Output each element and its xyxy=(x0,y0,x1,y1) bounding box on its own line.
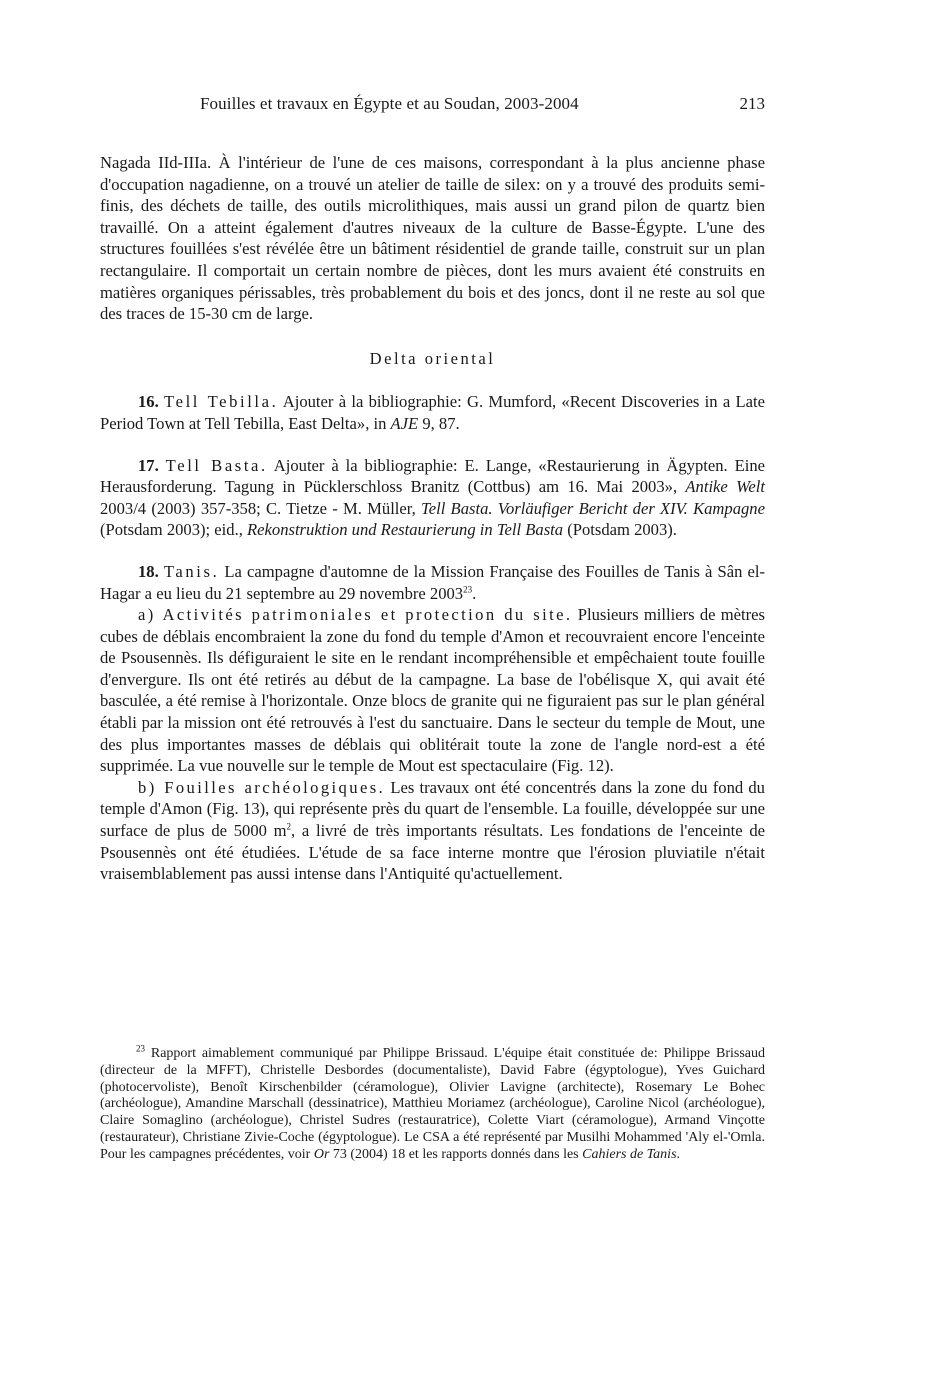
entry-text: Ajouter à la bibliographie: E. Lange, «Restaurierung in Ägypten. Eine Herausforderung. Tagung in Pücklerschloss Branitz (Cottbus) am 16. Mai 2003», xyxy=(100,455,765,497)
entry-text: , a livré de très importants résultats. Les fondations de l'enceinte de Psousennès ont été étudiées. L'étude de sa face interne montre que l'érosion pluviatile n'était vraisemblablement pas aussi intense dans l'Antiquité qu'actuellement. xyxy=(100,821,765,884)
footnote-number: 23 xyxy=(136,1043,145,1054)
entry-number: 17. xyxy=(138,455,159,475)
entry-16 xyxy=(100,391,765,434)
entry-18-a xyxy=(100,604,765,777)
entry-text: (Potsdam 2003); eid., xyxy=(100,520,248,540)
series-title: Cahiers de Tanis xyxy=(582,1146,677,1162)
entry-17 xyxy=(100,455,765,541)
footnote-text: 73 (2004) 18 et les rapports donnés dans les xyxy=(329,1146,583,1162)
entry-text: 2003/4 (2003) 357-358; C. Tietze - M. Müller, xyxy=(100,498,422,518)
entry-text: . xyxy=(472,583,477,603)
entry-text: (Potsdam 2003). xyxy=(563,520,677,540)
footnote-text: . xyxy=(676,1146,681,1162)
superscript: 2 xyxy=(286,821,292,832)
journal-title: AJE xyxy=(390,413,419,433)
journal-title: Antike Welt xyxy=(685,477,765,497)
entry-text: Plusieurs milliers de mètres cubes de déblais encombraient la zone du fond du temple d'Amon et recouvraient encore l'enceinte de Psousennès. Ils défiguraient le site en le rendant incompréhensible et empêchaient toute fouille d'envergure. Ils ont été retirés au début de la campagne. La base de l'obélisque X, qui avait été basculée, a été remise à l'horizontale. Onze blocs de granite qui ne figuraient pas sur le plan général établi par la mission ont été retrouvés à l'est du sanctuaire. Dans le secteur du temple de Mout, une des plus importantes masses de déblais qui oblitérait toute la zone de l'angle nord-est a été supprimée. La vue nouvelle sur le temple de Mout est spectaculaire (Fig. 12). xyxy=(100,605,765,776)
entry-text: Les travaux ont été concentrés dans la zone du fond du temple d'Amon (Fig. 13), qui représente près du quart de l'ensemble. La fouille, développée sur une surface de plus de 5000 m xyxy=(100,777,765,841)
section-heading: Delta oriental xyxy=(369,348,496,368)
footnotes xyxy=(100,1043,765,1164)
entry-text: La campagne d'automne de la Mission Française des Fouilles de Tanis à Sân el-Hagar a eu lieu du 21 septembre au 29 novembre 2003 xyxy=(100,561,765,603)
site-name: Tell Basta. xyxy=(165,455,268,475)
journal-title: Or xyxy=(313,1146,330,1162)
page-number: 213 xyxy=(739,94,765,113)
entry-text: 9, 87. xyxy=(418,413,460,433)
site-name: Tanis. xyxy=(163,561,220,581)
footnote-23 xyxy=(100,1043,765,1164)
entry-text: Ajouter à la bibliographie: G. Mumford, «Recent Discoveries in a Late Period Town at Tell Tebilla, East Delta», in xyxy=(100,392,765,433)
footnote-ref: 23 xyxy=(463,583,473,594)
running-header xyxy=(100,94,765,118)
entry-18 xyxy=(100,561,765,604)
site-name: Tell Tebilla. xyxy=(164,392,279,412)
book-title: Tell Basta. Vorläufiger Bericht der XIV. Kampagne xyxy=(421,498,765,518)
subsection-label: a) Activités patrimoniales et protection du site. xyxy=(138,605,573,625)
subsection-label: b) Fouilles archéologiques. xyxy=(138,777,386,797)
entry-18-b xyxy=(100,777,765,885)
main-text xyxy=(100,152,765,885)
entry-number: 18. xyxy=(138,561,159,581)
paragraph-intro: Nagada IId-IIIa. À l'intérieur de l'une de ces maisons, correspondant à la plus ancienne phase d'occupation nagadienne, on a trouvé un atelier de taille de silex: on y a trouvé des produits semi-finis, des déchets de taille, des outils microlithiques, mais aussi un grand pilon de quartz bien travaillé. On a atteint également d'autres niveaux de la culture de Basse-Égypte. L'une des structures fouillées s'est révélée être un bâtiment résidentiel de grande taille, construit sur un plan rectangulaire. Il comportait un certain nombre de pièces, dont les murs avaient été construits en matières organiques périssables, très probablement du bois et des joncs, dont il ne reste au sol que des traces de 15-30 cm de large. xyxy=(100,153,765,324)
running-title: Fouilles et travaux en Égypte et au Soudan, 2003-2004 xyxy=(200,94,579,113)
entry-number: 16. xyxy=(138,392,159,412)
book-title: Rekonstruktion und Restaurierung in Tell Basta xyxy=(247,520,564,540)
footnote-text: Rapport aimablement communiqué par Philippe Brissaud. L'équipe était constituée de: Philippe Brissaud (directeur de la MFFT), Christelle Desbordes (documentaliste), David Fabre (égyptologue), Yves Guichard (photocervoliste), Benoît Kirschenbilder (céramologue), Olivier Lavigne (architecte), Rosemary Le Bohec (archéologue), Amandine Marschall (dessinatrice), Matthieu Moriamez (archéologue), Caroline Nicol (archéologue), Claire Somaglino (archéologue), Christel Sudres (restauratrice), Colette Viart (céramologue), Armand Vinçotte (restaurateur), Christiane Zivie-Coche (égyptologue). Le CSA a été représenté par Musilhi Mohammed 'Aly el-'Omla. Pour les campagnes précédentes, voir xyxy=(100,1046,765,1162)
page xyxy=(100,94,765,885)
